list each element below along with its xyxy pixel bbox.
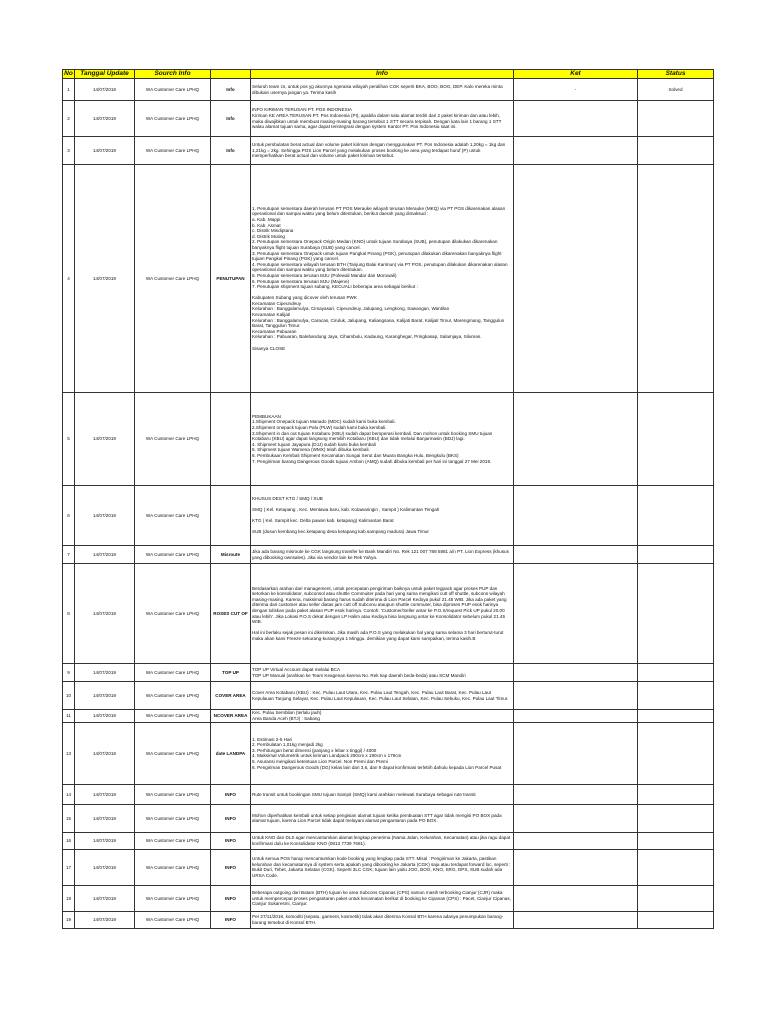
- row-date: 14/07/2019: [75, 885, 135, 911]
- row-topic: [211, 393, 251, 486]
- row-topic: Info: [211, 137, 251, 165]
- row-date: 14/07/2019: [75, 101, 135, 137]
- row-number: 5: [63, 393, 75, 486]
- row-status: [638, 722, 714, 784]
- table-row: [63, 722, 714, 784]
- table-row: [63, 710, 714, 723]
- table-row: [63, 546, 714, 564]
- row-info: Jika ada barang misroute ke CGK langsung transfer ke Bank Mandiri No. Rek 121 007 788 5881 a/n PT. Lion Express (khusus yang dibooking ownsales). Jika via vendor lain ke Rek Yahya.: [251, 546, 514, 564]
- row-info: Mohon diperhatikan kembali untuk setiap pengisian alamat tujuan ketika pembuatan STT agar tidak mengisi PO BOX pada alamat tujuan, karena Lion Parcel tidak dapat melayani alamat pengantaran pada PO BOX.: [251, 804, 514, 832]
- row-status: [638, 710, 714, 723]
- row-topic: INFO: [211, 849, 251, 885]
- row-source: WA Customer Care LPHQ: [135, 682, 211, 710]
- table-row: [63, 564, 714, 664]
- row-ket: [514, 564, 638, 664]
- header-tanggal-update: Tanggal Update: [75, 70, 135, 79]
- table-row: [63, 165, 714, 393]
- row-info: Cover Area Kotabaru (KBU) : Kec. Pulau Laut Utara, Kec. Pulau Laut Tengah, Kec. Pulau Laut Barat, Kec. Pulau Laut Kepulauan Tanjung Selayar, Kec. Pulau Laut Kepulauan, Kec. Pulau Laut Selatan, Kec. Pulau Sebuku, Kec. Pulau Laut Timur.: [251, 682, 514, 710]
- row-status: [638, 137, 714, 165]
- row-date: 14/07/2019: [75, 79, 135, 101]
- row-ket: [514, 804, 638, 832]
- row-topic: [211, 486, 251, 546]
- row-info: Seluruh team cs, untuk pos yg akunnya ngeraisa wilayah peralihan CGK seperti BKA, BOO, BOG, DEP. Kalo mereka minta dibukain usernya jangan ya. Terima kasih: [251, 79, 514, 101]
- row-date: 14/07/2019: [75, 564, 135, 664]
- row-source: WA Customer Care LPHQ: [135, 710, 211, 723]
- row-number: 14: [63, 784, 75, 804]
- row-info: Untuk pembulatan berat actual dan volume paket kiriman dengan menggunakan PT. Pos Indonesia adalah 1,20kg = 1kg dan 1,21kg = 2kg. Sehingga POS Lion Parcel yang melakukan proses booking ke area yang terdapat huruf (P) untuk memperhatikan berat actual dan volume untuk paket kiriman tersebut.: [251, 137, 514, 165]
- row-date: 14/07/2019: [75, 682, 135, 710]
- row-status: [638, 664, 714, 682]
- row-ket: [514, 393, 638, 486]
- row-number: 3: [63, 137, 75, 165]
- row-number: 13: [63, 722, 75, 784]
- header-row: [63, 70, 714, 79]
- row-ket: [514, 546, 638, 564]
- header-status: Status: [638, 70, 714, 79]
- row-source: WA Customer Care LPHQ: [135, 664, 211, 682]
- row-source: WA Customer Care LPHQ: [135, 546, 211, 564]
- row-number: 7: [63, 546, 75, 564]
- row-ket: [514, 911, 638, 928]
- row-status: [638, 101, 714, 137]
- table-row: [63, 393, 714, 486]
- row-status: [638, 911, 714, 928]
- row-ket: [514, 722, 638, 784]
- row-status: [638, 165, 714, 393]
- table-row: [63, 784, 714, 804]
- row-date: 14/07/2019: [75, 784, 135, 804]
- table-row: [63, 137, 714, 165]
- row-number: 8: [63, 564, 75, 664]
- row-status: [638, 393, 714, 486]
- row-topic: INFO: [211, 784, 251, 804]
- row-status: Solved: [638, 79, 714, 101]
- row-info: Untuk semua POS harap mencantumkan kode booking yang lengkap pada STT. Misal : Pengiriman ke Jakarta, pastikan kelurahan dan kecamatannya di system serta apakah yang dibooking ke Jakarta (CGK) saja atau terdapat forward loc, seperti : Bukit Duri, Tebet, Jakarta Selatan (CGK). Seperti 3LC CGK, tujuan lain yaitu JOG, BOO, KNO, SRG, DPS, SUB sudah ada URSA Code.: [251, 849, 514, 885]
- row-source: WA Customer Care LPHQ: [135, 79, 211, 101]
- header-info: Info: [251, 70, 514, 79]
- row-ket: [514, 101, 638, 137]
- row-topic: ROSES CUT OF: [211, 564, 251, 664]
- row-source: WA Customer Care LPHQ: [135, 784, 211, 804]
- row-number: 15: [63, 804, 75, 832]
- row-source: WA Customer Care LPHQ: [135, 804, 211, 832]
- row-ket: [514, 165, 638, 393]
- row-status: [638, 564, 714, 664]
- row-date: 14/07/2019: [75, 911, 135, 928]
- table-row: [63, 101, 714, 137]
- row-info: KHUSUS DEST KTG / SMQ / SUB SMQ ( Kel. Ketapang , Kec. Mentawa baru, kab. Kotawaringin , Sampit ) Kalimantan Tengah KTG ( Kel. Sampit kec. Delta pawan kab. ketapang) Kalimantan Barat SUB (dusun kembang kec.ketapang desa ketapang kab.sampang madura) Jawa Timur: [251, 486, 514, 546]
- table-row: [63, 911, 714, 928]
- row-source: WA Customer Care LPHQ: [135, 885, 211, 911]
- row-topic: TOP UP: [211, 664, 251, 682]
- row-info: Untuk KNO dan DLS agar mencantumkan alamat lengkap penerima (Nama Jalan, Kelurahan, Kecamatan) atau jika ragu dapat konfirmasi dulu ke Konsolidator KNO (0813 7739 7681).: [251, 832, 514, 849]
- row-source: WA Customer Care LPHQ: [135, 564, 211, 664]
- row-ket: [514, 486, 638, 546]
- row-source: WA Customer Care LPHQ: [135, 101, 211, 137]
- row-info: Kec. Pulau Sembilan (terlalu jauh) Area Banda Aceh (BTJ) : Sabang: [251, 710, 514, 723]
- table-row: [63, 486, 714, 546]
- row-info: Berdasarkan arahan dari management, untuk percepatan pengiriman baiknya untuk paket tegpack agar proses PUP dan setorkan ke konsolidator, subconsol atau shuttle Commuiter pada hari yang sama mengikuti cutt off shuttle, subcons wilayah masing-masing. Karena, maksimal barang harus sudah diterima di Lion Parcel Kedoya pukul 21.45 WIB. Jika ada paket yang diterima dari customer atau seller diatas jam cutt off Subconu ataupun shuttle commuter, bisa diproses PUP esok harinya dengan tuliskan pada paket alasan PUP esok harinya. Contoh: 'Customer/Seller antar ke P.O.S/request Pick UP pukul 20.00 atau lebih'. Jika Lokasi P.O.S dekat dengan LP Halim atau Kedoya bisa langsung antar ke Konsolidator sebelum pukul 21.45 WIB. Hal ini berlaku sejak pesan ini dikirimkan. Jika masih ada P.O.S yang melakukan hal yang sama selama 3 hari berturut-turut maka akan kami Freeze sekurang-kurangnya 1 Minggu. demikian yang dapat kami sampaikan, terima kasih.B: [251, 564, 514, 664]
- table-row: [63, 682, 714, 710]
- row-date: 14/07/2019: [75, 165, 135, 393]
- table-row: [63, 79, 714, 101]
- row-topic: Info: [211, 101, 251, 137]
- row-source: WA Customer Care LPHQ: [135, 832, 211, 849]
- row-status: [638, 849, 714, 885]
- row-topic: Info: [211, 79, 251, 101]
- row-topic: date LANDPA: [211, 722, 251, 784]
- row-number: 19: [63, 911, 75, 928]
- row-topic: Misroute: [211, 546, 251, 564]
- header-ket: Ket: [514, 70, 638, 79]
- info-table: [62, 69, 714, 929]
- row-info: Rute transit untuk bookingan SMU tujuan Sampit (SMQ) kami arahkan melewati Surabaya sebagai rute transit: [251, 784, 514, 804]
- row-number: 17: [63, 849, 75, 885]
- row-number: 4: [63, 165, 75, 393]
- row-number: 11: [63, 710, 75, 723]
- row-status: [638, 832, 714, 849]
- table-row: [63, 804, 714, 832]
- row-source: WA Customer Care LPHQ: [135, 393, 211, 486]
- row-ket: [514, 682, 638, 710]
- row-topic: COVER AREA: [211, 682, 251, 710]
- row-source: WA Customer Care LPHQ: [135, 722, 211, 784]
- row-date: 14/07/2019: [75, 710, 135, 723]
- row-date: 14/07/2019: [75, 137, 135, 165]
- row-number: 16: [63, 832, 75, 849]
- header-no: No: [64, 70, 73, 78]
- row-number: 18: [63, 885, 75, 911]
- row-ket: [514, 885, 638, 911]
- row-status: [638, 804, 714, 832]
- row-status: [638, 682, 714, 710]
- row-date: 14/07/2019: [75, 804, 135, 832]
- row-status: [638, 486, 714, 546]
- row-source: WA Customer Care LPHQ: [135, 486, 211, 546]
- row-date: 14/07/2019: [75, 722, 135, 784]
- row-info: Per 27/11/2018, komoditi (sepatu, garment, kosmetik) tidak akan diterima Konsol BTH karena adanya penumpukan barang-barang tersebut di Konsol BTH.: [251, 911, 514, 928]
- row-number: 6: [63, 486, 75, 546]
- row-status: [638, 546, 714, 564]
- row-info: TOP UP Virtual Account dapat melalui BCA TOP UP Manual (arahkan ke Team Keagenan karena No. Rek tiap daerah beda-beda) atau SCM Mandiri: [251, 664, 514, 682]
- row-date: 14/07/2019: [75, 546, 135, 564]
- row-ket: [514, 664, 638, 682]
- row-date: 14/07/2019: [75, 849, 135, 885]
- row-topic: INFO: [211, 911, 251, 928]
- row-ket: [514, 784, 638, 804]
- header-sourch-info: Sourch Info: [135, 70, 211, 79]
- row-info: Beberapa outgoing dari Batam (BTH) tujuan ke area Subcons Cipanas (CPS) namun masih terbooking Cianjur (CJR) maka untuk mempercepat proses pengantaran paket untuk kecamatan berikut di booking ke Cipanas (CPS) : Pacet, Cianjur Cipanas, Cianjur Sukaresmi, Cianjur.: [251, 885, 514, 911]
- row-topic: INFO: [211, 832, 251, 849]
- row-status: [638, 885, 714, 911]
- table-row: [63, 664, 714, 682]
- row-source: WA Customer Care LPHQ: [135, 165, 211, 393]
- row-date: 14/07/2019: [75, 664, 135, 682]
- row-date: 14/07/2019: [75, 832, 135, 849]
- row-topic: PENUTUPAN: [211, 165, 251, 393]
- row-status: [638, 784, 714, 804]
- row-ket: -: [514, 79, 638, 101]
- row-ket: [514, 832, 638, 849]
- row-source: WA Customer Care LPHQ: [135, 849, 211, 885]
- row-source: WA Customer Care LPHQ: [135, 911, 211, 928]
- table-row: [63, 832, 714, 849]
- table-row: [63, 885, 714, 911]
- row-number: 1: [63, 79, 75, 101]
- row-topic: INFO: [211, 804, 251, 832]
- row-info: PEMBUKAAN 1.Shipment Onepack tujuan Manado (MDC) sudah kami buka kembali. 2.Shipment onepack tujuan Palu (PLW) sudah kami buka kembali. 3.Shipment in dan out tujuan Kotabaru (KBU) sudah dapat beroperasi kembali. Dan mohon untuk booking SMU tujuan Kotabaru (KBU) agar dapat langsung memiliih Kotabaru (KBU) dan tidak melalui Banjarmasin (BDJ) lagi. 4. Shipment tujuan Jayapura (DJJ) sudah kami buka kembali 5. Shipment tujuan Wamena (WMX) telah dibuka kembali. 6. Pembukaan Kembali Shipment Kecamatan Sungai Serut dan Muara Bangka Hulu, Bengkulu (BKS) 7. Pengiriman barang Dangerous Goods tujuan Ambon (AMQ) sudah dibuka kembali per hari ini tanggal 27 Mei 2019.: [251, 393, 514, 486]
- row-number: 9: [63, 664, 75, 682]
- row-ket: [514, 849, 638, 885]
- row-topic: INFO: [211, 885, 251, 911]
- header-topic: [211, 70, 251, 79]
- row-ket: [514, 137, 638, 165]
- row-ket: [514, 710, 638, 723]
- row-number: 10: [63, 682, 75, 710]
- row-number: 2: [63, 101, 75, 137]
- row-info: 1. Estimasi 2-5 Hari 2. Pembulatan 1,01kg menjadi 2kg 3. Perhitungan berat dimensi (panjang x lebar x tinggi) / 4000 4. Maksimal Volumetrik untuk kiriman Landpack 250cm x 190cm x 179cm 5. Asuransi mengikuti ketentuan Lion Parcel. Non Premi dan Premi 6. Pengiriman Dangerous Goods (DG) kelas lain dari 3,6, dan 9 dapat konfirmasi terlebih dahulu kepada Lion Parcel Pusat: [251, 722, 514, 784]
- row-topic: NCOVER AREA: [211, 710, 251, 723]
- row-date: 14/07/2019: [75, 393, 135, 486]
- row-date: 14/07/2019: [75, 486, 135, 546]
- row-info: 1. Penutupan sementara daerah terusan PT POS Merauke wilayah terusan Merauke (MKQ) via PT POS dikarenakan alasan operasional dan sampai waktu yang belum ditentukan, berikut daerah yang dimaksud : a. Kab. Mappi b. Kab. Asmat c. Distrik Mindiptana d. Distrik Muting 2. Penutupan sementara Onepack Origin Medan (KNO) untuk tujuan Surabaya (SUB), penutupan dilakukan dikarenakan banyaknya flight tujuan Surabaya (SUB) yang cancel. 3. Penutupan sementara Onepack untuk tujuan Pangkal Pinang (PGK), penutupan dilakukan dikarenakan banyaknya flight tujuan Pangkal Pinang (PGK) yang cancel. 4. Penutupan sementara wilayah terusan BTH (Tanjung Balai Karimun) via PT POS, penutupan dilakukan dikarenakan alasan operasional dan sampai waktu yang belum ditentukan. 5. Penutupan sementara terusan MJU (Polewali Mandar dan Morowali) 6. Penutupan sementara terusan MJU (Majene) 7. Penutupan shipment tujuan subang, KECUALI beberapa area sebagai berikut : Kabupaten Subang yang dicover oleh terusan PWK Kecamatan Cipeundeuy Kelurahan : Banggalamulya, Cimayasari, Cipeundeuy, Jalupang, Lengkong, Sawangan, Wantilan Kecamatan Kalijati Kelurahan : Banggalamulya, Caracas, Ciruluk, Jalupang, Kaliangsana, Kalijati Barat, Kalijati Timur, Marengmang, Tanggulun Barat, Tanggulun Timur. Kecamatan Pabuaran Kelurahan : Pabuaran, Balebandung Jaya, Cihambulu, Kadaung, Karanghegar, Pringkasap, Salamjaya, Siluman. Sisanya CLOSE: [251, 165, 514, 393]
- row-info: INFO KIRIMAN TERUSAN PT. POS INDONESIA Kiriman KE AREA TERUSAN PT. Pos Indonesia (PI), apabila dalam satu alamat terdiri dari 2 paket kiriman dan atau lebih, maka diwajibkan untuk membuat masing-masing barang tersebut 1 STT secara terpisah. Dengan kata lain 1 barang 1 STT walau alamat tujuan sama, agar dapat terintegrasi dengan system Kantor PT. Pos Indonesia saat ini.: [251, 101, 514, 137]
- table-row: [63, 849, 714, 885]
- row-source: WA Customer Care LPHQ: [135, 137, 211, 165]
